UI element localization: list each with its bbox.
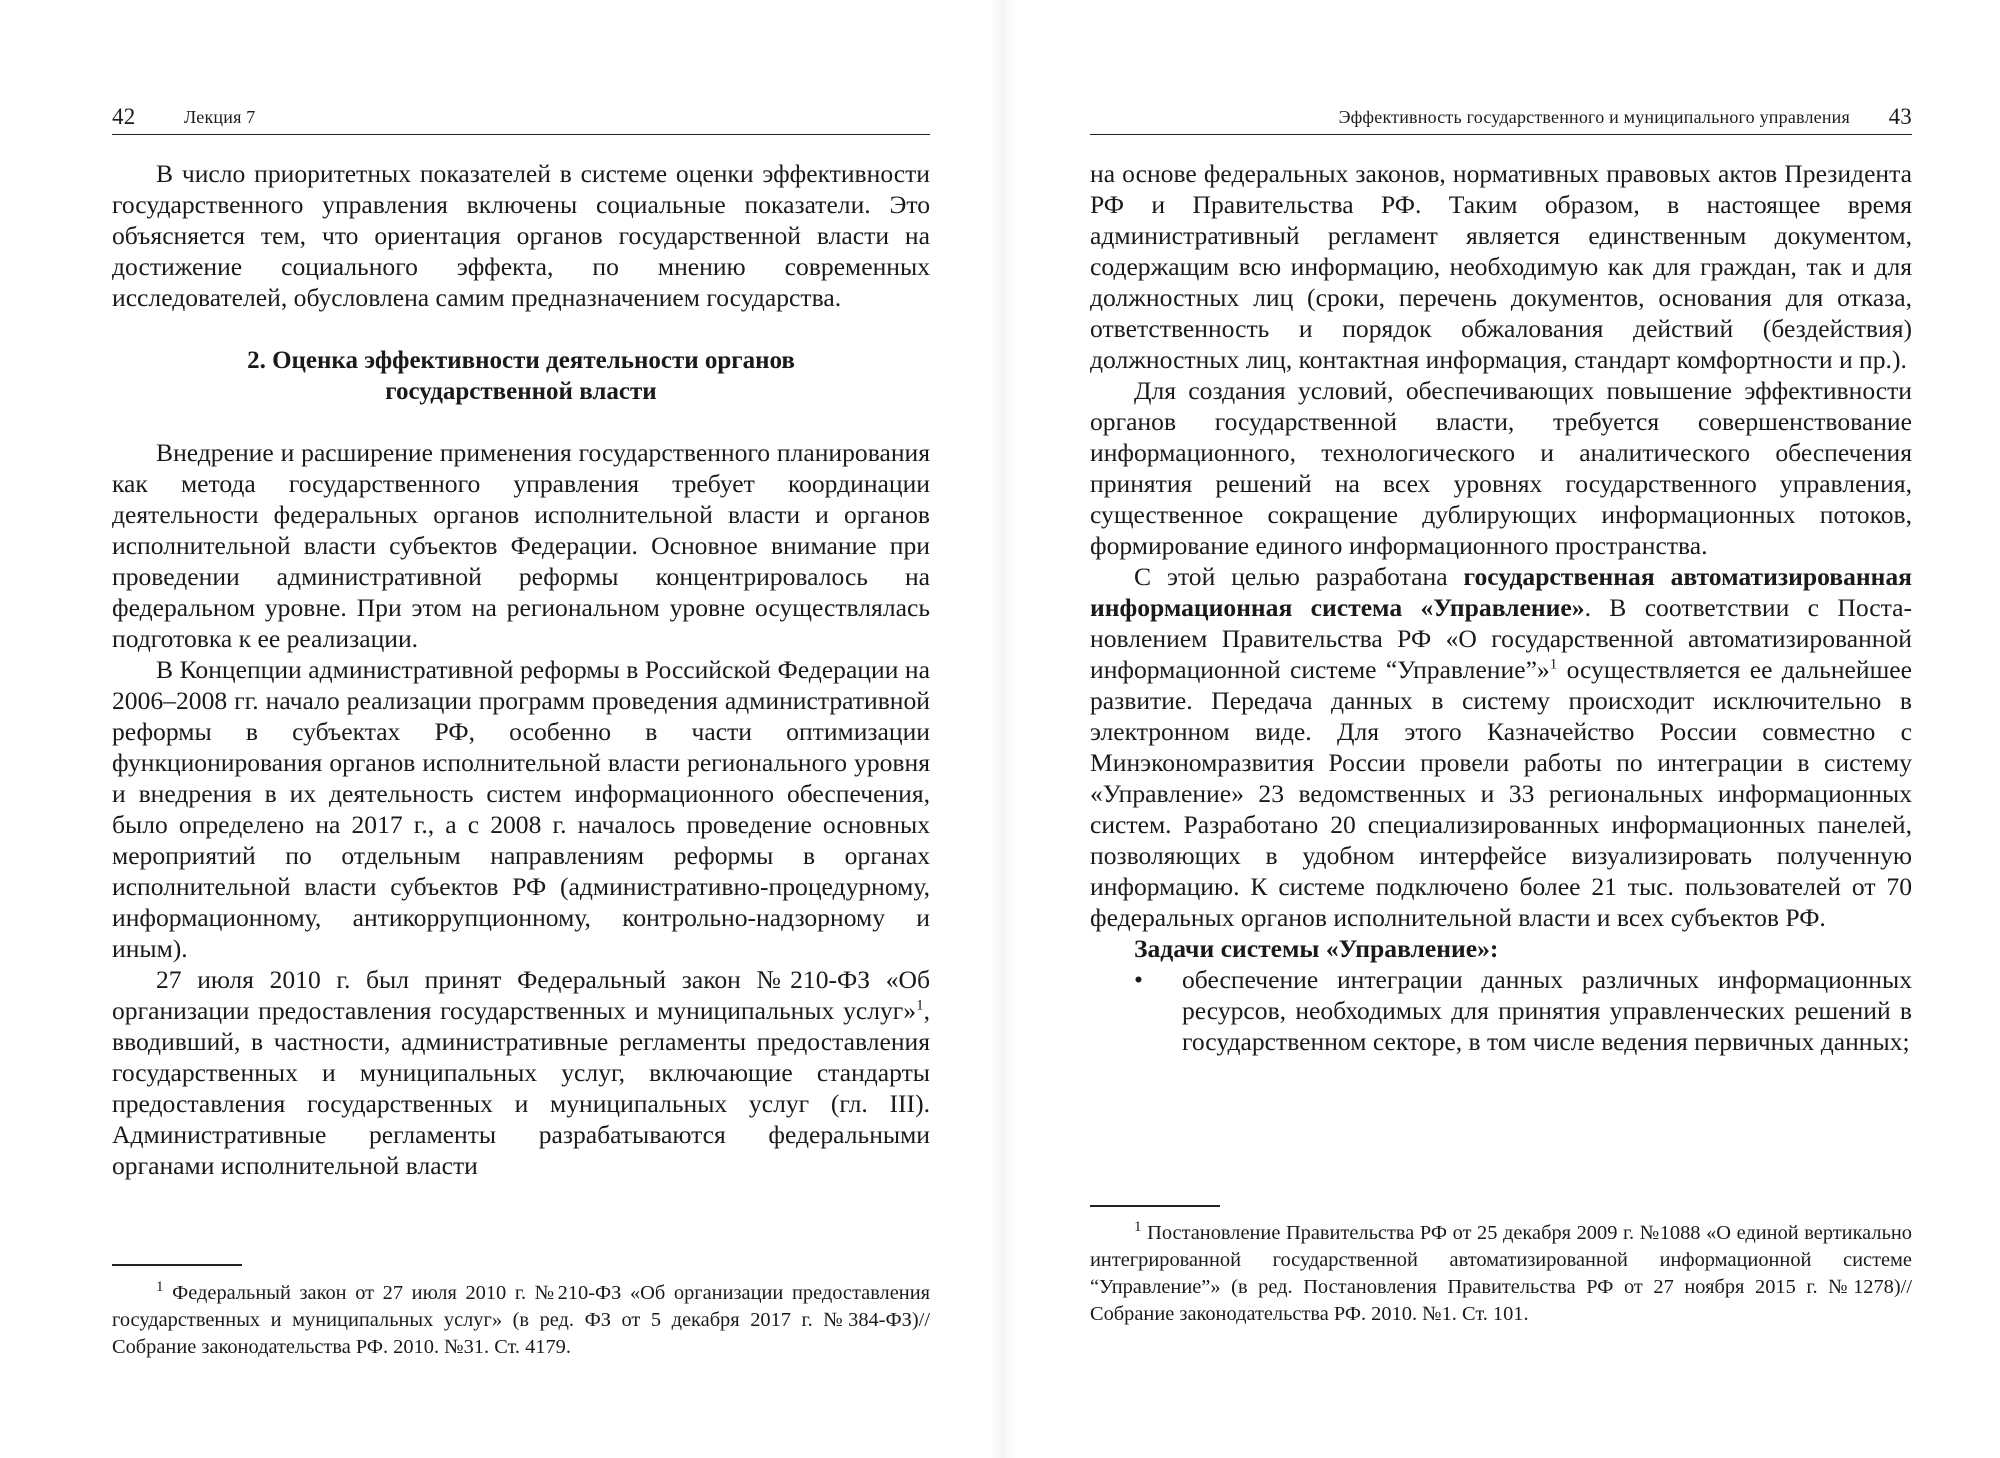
left-paragraph-4 [112, 964, 930, 1181]
right-page [1090, 0, 1912, 1458]
right-paragraph-1: на основе федеральных законов, нормативных правовых актов Президента РФ и Правительства РФ. Таким образом, в настоящее время административный регламент является единственным документом, содержащим всю информацию, необходимую как для граждан, так и для должностных лиц (сроки, перечень документов, основания для отказа, ответственность и порядок обжалования действий (бездействия) должностных лиц, контактная информация, стандарт комфортности и пр.). [1090, 159, 1912, 374]
right-footnote-text: Постановление Правительства РФ от 25 декабря 2009 г. №1088 «О единой вертикально интегрированной государственной автоматизированной информационной системе “Управление”» (в ред. Постановления Правительства РФ от 27 ноября 2015 г. №1278)//Собрание законодательства РФ. 2010. №1. Ст. 101. [1090, 1222, 1912, 1325]
left-paragraph-3: В Концепции административной реформы в Российской Федерации на 2006–2008 гг. начало реализации программ проведения административной реформы в субъектах РФ, особенно в части оптимизации функционирования органов исполнительной власти регионального уровня и внедрения в их деятельность систем информационного обеспечения, было определено на 2017 г., а с 2008 г. началось проведение основных мероприятий по отдельным направлениям реформы в органах исполнительной власти субъектов РФ (административно-процедурному, информационному, антикоррупционному, контрольно-надзорному и иным). [112, 655, 930, 963]
section-heading [202, 345, 840, 407]
book-gutter [990, 0, 1016, 1458]
bullet-text: обеспечение интеграции данных различных информационных ресурсов, необходимых для принятия управленческих решений в государственном секторе, в том числе ведения первичных данных; [1182, 965, 1912, 1056]
bullet-icon: • [1134, 965, 1143, 994]
left-paragraph-2: Внедрение и расширение применения государственного планирования как метода государственного управления требует координации деятельности федеральных органов исполнительной власти и органов исполнительной власти субъектов Федерации. Основное внимание при проведении административной реформы концентрировалось на федеральном уровне. При этом на региональном уровне осуществлялась подготовка к ее реализации. [112, 438, 930, 653]
left-running-head [112, 96, 930, 135]
para3-start: С этой целью разработана [1134, 562, 1464, 591]
section-heading-line-2: государственной власти [385, 378, 657, 405]
section-heading-line-1: 2. Оценка эффективности деятельности органов [247, 347, 795, 374]
right-footnote-rule [1090, 1205, 1220, 1207]
right-running-head [1090, 96, 1912, 135]
right-running-title: Эффективность государственного и муниципального управления [1338, 107, 1850, 127]
list-item [1090, 964, 1912, 1057]
left-footnote [112, 1280, 930, 1361]
right-page-number: 43 [1888, 104, 1912, 129]
left-footnote-text: Федеральный закон от 27 июля 2010 г. №210-ФЗ «Об организации предоставления государственных и муниципальных услуг» (в ред. ФЗ от 5 декабря 2017 г. №384-ФЗ)//Собрание законодательства РФ. 2010. №31. Ст. 4179. [112, 1282, 930, 1358]
right-paragraph-3 [1090, 561, 1912, 933]
left-paragraph-1: В число приоритетных показателей в системе оценки эффективности государственного управления включены социальные показатели. Это объясняется тем, что ориентация органов государственной власти на достижение социального эффекта, по мнению современных исследователей, обусловлена самим предназначением государства. [112, 159, 930, 312]
footnote-ref-left: 1 [916, 997, 924, 1014]
system-name-bold: государственная автоматизированная информационная система «Управление» [1090, 562, 1913, 622]
left-running-title: Лекция 7 [184, 107, 256, 127]
footnote-ref-right: 1 [1549, 656, 1558, 673]
tasks-heading-text: Задачи системы «Управление»: [1134, 934, 1499, 963]
tasks-heading [1090, 933, 1912, 964]
right-body-text [1090, 158, 1912, 1057]
left-footnote-mark: 1 [156, 1279, 164, 1296]
right-footnote [1090, 1220, 1912, 1328]
right-paragraph-2: Для создания условий, обеспечивающих повышение эффективности органов государственной власти, требуется совершенствование информационного, технологического и аналитического обеспечения принятия решений на всех уровнях государственного управления, существенное сокращение дублирующих информационных потоков, формирование единого информационного пространства. [1090, 376, 1912, 560]
para3-end: осуществляется ее дальнейшее развитие. Передача данных в систему происходит исключительно в электронном виде. Для этого Казначейство России совместно с Минэкономразвития России провели работы по интеграции в систему «Управление» 23 ведомственных и 33 региональных информационных систем. Разработано 20 специализированных информационных панелей, позволяющих в удобном интерфейсе визуализировать полученную информацию. К системе подключено более 21 тыс. пользователей от 70 федеральных органов исполнительной власти и всех субъектов РФ. [1090, 655, 1913, 932]
left-body-text [112, 158, 930, 1181]
law-para-end: , вводивший, в частности, административные регламенты предоставления государственных и муниципальных услуг, включающие стандарты предоставления государственных и муниципальных услуг (гл. III). Административные регламенты разрабатываются федеральными органами исполнительной власти [112, 996, 930, 1180]
left-page-number: 42 [112, 104, 136, 129]
left-footnote-rule [112, 1264, 242, 1266]
law-para-start: 27 июля 2010 г. был принят Федеральный закон №210-ФЗ «Об организации предоставления государственных и муниципальных услуг» [112, 965, 930, 1025]
right-footnote-mark: 1 [1134, 1219, 1142, 1236]
left-page [112, 0, 930, 1458]
para3-mid: . В соответствии с Постановлением Правительства РФ «О государственной автоматизированной информационной системе “Управление”» [1090, 593, 1913, 684]
